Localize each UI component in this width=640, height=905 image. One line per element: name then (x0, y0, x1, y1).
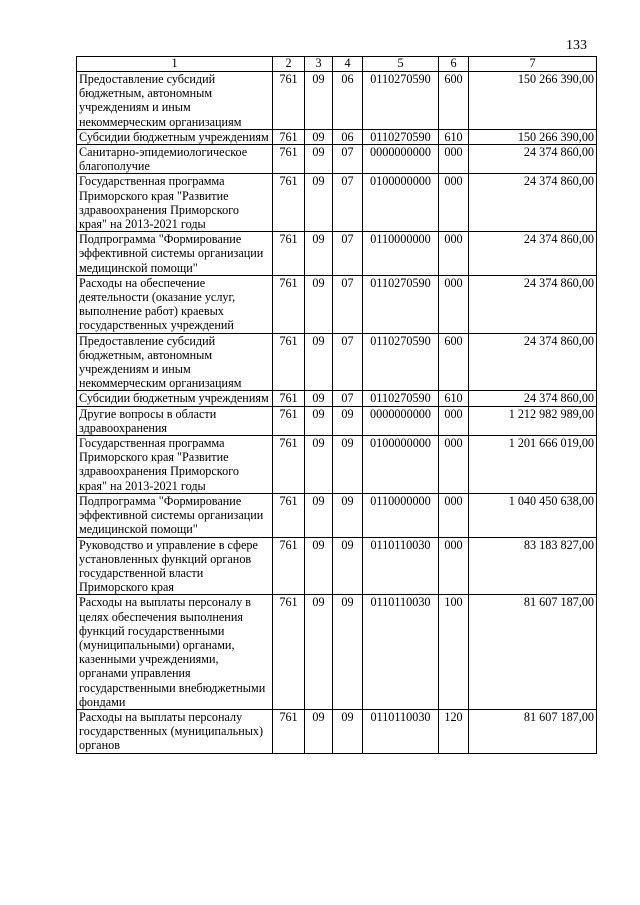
table-row (77, 275, 597, 333)
column-header: 6 (439, 57, 469, 72)
target-article-cell: 0110270590 (363, 129, 439, 144)
ministry-code-cell: 761 (273, 232, 305, 276)
amount-cell: 1 040 450 638,00 (469, 493, 597, 537)
amount-cell: 1 201 666 019,00 (469, 436, 597, 494)
ministry-code-cell: 761 (273, 406, 305, 435)
table-header-row (77, 57, 597, 72)
column-header: 5 (363, 57, 439, 72)
table-row (77, 145, 597, 174)
ministry-code-cell: 761 (273, 333, 305, 391)
table-row (77, 129, 597, 144)
expense-type-cell: 120 (439, 709, 469, 753)
subsection-code-cell: 09 (333, 493, 363, 537)
target-article-cell: 0000000000 (363, 145, 439, 174)
target-article-cell: 0110270590 (363, 391, 439, 406)
expense-type-cell: 610 (439, 129, 469, 144)
section-code-cell: 09 (305, 709, 333, 753)
ministry-code-cell: 761 (273, 174, 305, 232)
row-name-cell: Субсидии бюджетным учреждениям (77, 391, 273, 406)
subsection-code-cell: 07 (333, 333, 363, 391)
ministry-code-cell: 761 (273, 275, 305, 333)
amount-cell: 24 374 860,00 (469, 391, 597, 406)
section-code-cell: 09 (305, 493, 333, 537)
expense-type-cell: 600 (439, 72, 469, 130)
expense-type-cell: 000 (439, 436, 469, 494)
row-name-cell: Подпрограмма "Формирование эффективной системы организации медицинской помощи" (77, 232, 273, 276)
section-code-cell: 09 (305, 537, 333, 595)
row-name-cell: Государственная программа Приморского края "Развитие здравоохранения Приморского края" на 2013-2021 годы (77, 174, 273, 232)
row-name-cell: Руководство и управление в сфере установленных функций органов государственной власти Приморского края (77, 537, 273, 595)
ministry-code-cell: 761 (273, 493, 305, 537)
target-article-cell: 0110000000 (363, 493, 439, 537)
expense-type-cell: 610 (439, 391, 469, 406)
section-code-cell: 09 (305, 275, 333, 333)
subsection-code-cell: 07 (333, 232, 363, 276)
amount-cell: 24 374 860,00 (469, 275, 597, 333)
subsection-code-cell: 07 (333, 145, 363, 174)
column-header: 4 (333, 57, 363, 72)
table-row (77, 709, 597, 753)
target-article-cell: 0110000000 (363, 232, 439, 276)
amount-cell: 24 374 860,00 (469, 174, 597, 232)
row-name-cell: Расходы на выплаты персоналу государственных (муниципальных) органов (77, 709, 273, 753)
ministry-code-cell: 761 (273, 145, 305, 174)
ministry-code-cell: 761 (273, 537, 305, 595)
table-row (77, 493, 597, 537)
table-row (77, 72, 597, 130)
target-article-cell: 0110270590 (363, 333, 439, 391)
column-header: 2 (273, 57, 305, 72)
table-row (77, 333, 597, 391)
ministry-code-cell: 761 (273, 129, 305, 144)
amount-cell: 24 374 860,00 (469, 333, 597, 391)
section-code-cell: 09 (305, 436, 333, 494)
subsection-code-cell: 09 (333, 406, 363, 435)
table-row (77, 174, 597, 232)
row-name-cell: Расходы на обеспечение деятельности (оказание услуг, выполнение работ) краевых государственных учреждений (77, 275, 273, 333)
row-name-cell: Другие вопросы в области здравоохранения (77, 406, 273, 435)
expense-type-cell: 000 (439, 232, 469, 276)
ministry-code-cell: 761 (273, 72, 305, 130)
row-name-cell: Подпрограмма "Формирование эффективной системы организации медицинской помощи" (77, 493, 273, 537)
column-header: 3 (305, 57, 333, 72)
row-name-cell: Предоставление субсидий бюджетным, автономным учреждениям и иным некоммерческим организациям (77, 72, 273, 130)
amount-cell: 150 266 390,00 (469, 72, 597, 130)
subsection-code-cell: 09 (333, 595, 363, 710)
row-name-cell: Расходы на выплаты персоналу в целях обеспечения выполнения функций государственными (муниципальными) органами, казенными учреждениями, органами управления государственными внебюджетными фондами (77, 595, 273, 710)
column-header: 1 (77, 57, 273, 72)
target-article-cell: 0110270590 (363, 275, 439, 333)
section-code-cell: 09 (305, 129, 333, 144)
budget-table (76, 56, 597, 754)
section-code-cell: 09 (305, 333, 333, 391)
amount-cell: 150 266 390,00 (469, 129, 597, 144)
amount-cell: 83 183 827,00 (469, 537, 597, 595)
ministry-code-cell: 761 (273, 391, 305, 406)
target-article-cell: 0110270590 (363, 72, 439, 130)
row-name-cell: Санитарно-эпидемиологическое благополучие (77, 145, 273, 174)
table-row (77, 436, 597, 494)
subsection-code-cell: 09 (333, 436, 363, 494)
target-article-cell: 0110110030 (363, 709, 439, 753)
subsection-code-cell: 09 (333, 709, 363, 753)
subsection-code-cell: 09 (333, 537, 363, 595)
section-code-cell: 09 (305, 145, 333, 174)
section-code-cell: 09 (305, 174, 333, 232)
page-number: 133 (566, 38, 587, 53)
expense-type-cell: 100 (439, 595, 469, 710)
table-row (77, 406, 597, 435)
column-header: 7 (469, 57, 597, 72)
section-code-cell: 09 (305, 232, 333, 276)
subsection-code-cell: 07 (333, 275, 363, 333)
table-row (77, 595, 597, 710)
target-article-cell: 0110110030 (363, 595, 439, 710)
row-name-cell: Государственная программа Приморского края "Развитие здравоохранения Приморского края" на 2013-2021 годы (77, 436, 273, 494)
row-name-cell: Предоставление субсидий бюджетным, автономным учреждениям и иным некоммерческим организациям (77, 333, 273, 391)
subsection-code-cell: 07 (333, 174, 363, 232)
ministry-code-cell: 761 (273, 436, 305, 494)
expense-type-cell: 000 (439, 145, 469, 174)
target-article-cell: 0000000000 (363, 406, 439, 435)
amount-cell: 81 607 187,00 (469, 595, 597, 710)
subsection-code-cell: 07 (333, 391, 363, 406)
table-body (77, 72, 597, 754)
row-name-cell: Субсидии бюджетным учреждениям (77, 129, 273, 144)
expense-type-cell: 000 (439, 174, 469, 232)
target-article-cell: 0100000000 (363, 174, 439, 232)
section-code-cell: 09 (305, 391, 333, 406)
expense-type-cell: 600 (439, 333, 469, 391)
ministry-code-cell: 761 (273, 595, 305, 710)
amount-cell: 24 374 860,00 (469, 232, 597, 276)
amount-cell: 81 607 187,00 (469, 709, 597, 753)
table-row (77, 232, 597, 276)
expense-type-cell: 000 (439, 493, 469, 537)
table-row (77, 391, 597, 406)
target-article-cell: 0100000000 (363, 436, 439, 494)
target-article-cell: 0110110030 (363, 537, 439, 595)
section-code-cell: 09 (305, 72, 333, 130)
subsection-code-cell: 06 (333, 129, 363, 144)
section-code-cell: 09 (305, 406, 333, 435)
amount-cell: 24 374 860,00 (469, 145, 597, 174)
expense-type-cell: 000 (439, 406, 469, 435)
amount-cell: 1 212 982 989,00 (469, 406, 597, 435)
expense-type-cell: 000 (439, 537, 469, 595)
table-row (77, 537, 597, 595)
ministry-code-cell: 761 (273, 709, 305, 753)
subsection-code-cell: 06 (333, 72, 363, 130)
section-code-cell: 09 (305, 595, 333, 710)
expense-type-cell: 000 (439, 275, 469, 333)
